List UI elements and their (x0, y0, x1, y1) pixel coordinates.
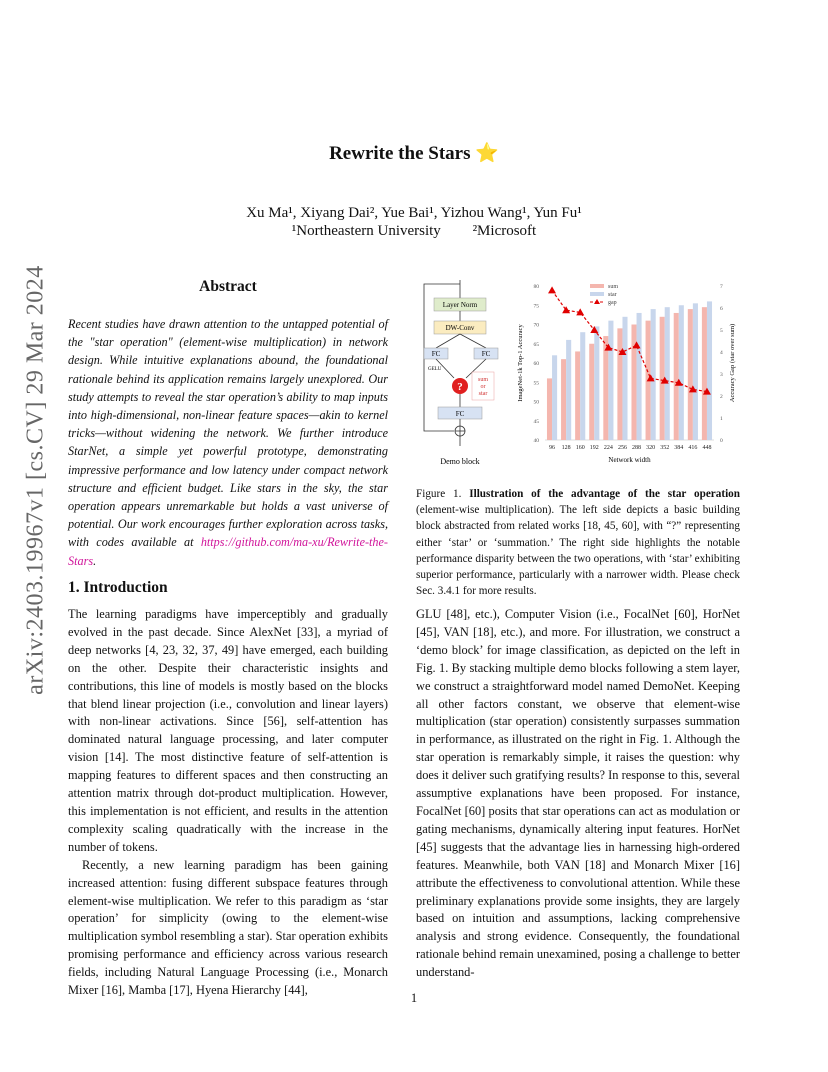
option-star: star (478, 391, 488, 397)
y2-axis-label: Accuracy Gap (star over sum) (729, 323, 736, 403)
y-axis-label: ImageNet-1k Top-1 Accuracy (517, 324, 524, 402)
right-column (416, 606, 740, 982)
demo-block-diagram (424, 280, 498, 466)
option-or: or (480, 384, 486, 390)
fc-right-label: FC (481, 350, 491, 358)
caption-bold: Illustration of the advantage of the star operation (469, 488, 740, 500)
abstract-text: Recent studies have drawn attention to the untapped potential of the "star operation" (element-wise multiplication) in network design. While intuitive explanations abound, the foundational rationale behind its application remains largely unexplored. Our study attempts to reveal the star operation’s ability to map inputs into high-dimensional, non-linear feature spaces—akin to kernel tricks—without widening the network. We further introduce StarNet, a simple yet powerful prototype, demonstrating impressive performance and low latency under compact network structure and efficient budget. Like stars in the sky, the star operation appears unremarkable but holds a vast universe of potential. Our work encourages further exploration across tasks, with codes available at (68, 317, 388, 550)
bar-sum (631, 325, 636, 441)
y2-tick-label: 7 (720, 284, 723, 290)
affiliations (0, 222, 828, 241)
layer-norm-label: Layer Norm (442, 301, 478, 309)
y-tick-label: 60 (533, 361, 539, 367)
affiliation-1: ¹Northeastern University (291, 223, 441, 239)
paper-title (0, 141, 828, 165)
bar-star (651, 309, 656, 440)
y2-tick-label: 5 (720, 328, 723, 334)
caption-label: Figure 1. (416, 488, 462, 500)
y-tick-label: 75 (533, 303, 539, 310)
arxiv-stamp (8, 265, 64, 695)
x-tick-label: 160 (575, 445, 585, 451)
star-emoji-icon: ⭐ (475, 143, 499, 164)
legend-label-sum: sum (608, 284, 619, 290)
intro-paragraph-1: The learning paradigms have imperceptibly and gradually evolved in the past decade. Since AlexNet [33], a myriad of deep networks [4, 23, 32, 37, 49] have emerged, each building on the other. Despite their characteristic insights and contributions, this line of models is mostly based on the blocks that blend linear projection (i.e., convolution and linear layers) with non-linear activations. Since [56], self-attention has dominated natural language processing, and later computer vision [14]. The most distinctive feature of self-attention is mapping features to different spaces and then constructing an attention matrix through dot-product multiplication. However, this implementation is not efficient, and results in the attention complexity scaling quadratically with the increase in the number of tokens. (68, 607, 388, 854)
dw-conv-label: DW-Conv (445, 324, 475, 332)
y2-tick-label: 2 (720, 394, 723, 400)
x-tick-label: 192 (589, 445, 599, 451)
bar-sum (589, 344, 594, 440)
abstract-heading: Abstract (199, 278, 257, 295)
y-tick-label: 80 (533, 284, 539, 290)
x-tick-label: 224 (603, 445, 613, 451)
fc-bottom-label: FC (455, 410, 465, 418)
section-heading-introduction: 1. Introduction (68, 579, 168, 596)
legend-label-star: star (608, 292, 617, 298)
bar-sum (688, 309, 693, 440)
x-tick-label: 352 (660, 445, 670, 451)
x-tick-label: 448 (702, 445, 712, 451)
y-tick-label: 70 (533, 322, 539, 329)
y2-tick-label: 3 (720, 372, 723, 378)
legend-marker-gap (594, 299, 600, 304)
page-number: 1 (410, 991, 418, 1005)
caption-text: (element-wise multiplication). The left side depicts a basic building block abstracted from related works [18, 45, 60], with “?” representing either ‘star’ or ‘summation.’ The right side highlights the notable performance disparity between the two operations, with ‘star’ exhibiting superior performance, particularly with a narrower width. Please check Sec. 3.4.1 for more results. (416, 504, 740, 598)
title-text: Rewrite the Stars (329, 143, 471, 164)
figure-1-svg (414, 276, 740, 476)
x-tick-label: 288 (632, 445, 642, 451)
x-tick-label: 416 (688, 445, 698, 451)
y2-tick-label: 6 (720, 306, 723, 312)
x-tick-label: 320 (646, 445, 656, 451)
intro-paragraph-2: Recently, a new learning paradigm has been gaining increased attention: fusing different subspace features through element-wise multiplication. We refer to this paradigm as ‘star operation’ for simplicity (owing to the element-wise multiplication symbol resembling a star). Star operation exhibits promising performance and efficiency across various research fields, including Natural Language Processing (i.e., Monarch Mixer [16], Mamba [17], Hyena Hierarchy [44], (68, 857, 388, 998)
bar-sum (547, 378, 552, 440)
abstract-end: . (93, 553, 97, 568)
bar-star (552, 355, 557, 440)
accuracy-chart (517, 284, 736, 464)
option-sum: sum (477, 377, 489, 383)
x-axis-label: Network width (608, 456, 651, 464)
bar-sum (617, 328, 622, 440)
bar-star (665, 307, 670, 440)
fc-left-label: FC (431, 350, 441, 358)
gelu-label: GELU (428, 367, 442, 372)
author-list: Xu Ma¹, Xiyang Dai², Yue Bai¹, Yizhou Wang¹, Yun Fu¹ (246, 205, 582, 221)
bar-star (707, 301, 712, 440)
x-tick-label: 384 (674, 445, 684, 451)
x-tick-label: 128 (561, 445, 571, 451)
bar-sum (561, 359, 566, 440)
arxiv-stamp-text: arXiv:2403.19967v1 [cs.CV] 29 Mar 2024 (22, 265, 49, 695)
bar-star (594, 326, 599, 440)
y2-tick-label: 0 (720, 438, 723, 444)
legend-swatch-star (590, 292, 604, 296)
operation-question-mark: ? (457, 381, 463, 393)
gap-marker (548, 286, 556, 293)
bar-sum (702, 307, 707, 440)
bar-sum (674, 313, 679, 440)
bar-star (679, 305, 684, 440)
abstract-body (68, 315, 388, 570)
bar-sum (575, 351, 580, 440)
left-column (68, 606, 388, 1000)
bar-star (608, 321, 613, 440)
figure-caption (416, 486, 740, 599)
figure-1 (414, 276, 740, 476)
intro-paragraph-3: GLU [48], etc.), Computer Vision (i.e., FocalNet [60], HorNet [45], VAN [18], etc.), and more. For illustration, we construct a ‘demo block’ for image classification, as depicted on the left in Fig. 1. By stacking multiple demo blocks following a stem layer, we construct a straightforward model named DemoNet. Keeping all other factors constant, we observe that element-wise multiplication (star operation) consistently surpasses summation in performance, as illustrated on the right in Fig. 1. Although the star operation is remarkably simple, it raises the question: why does it deliver such gratifying results? In response to this, several assumptive explanations have been proposed. For instance, FocalNet [60] posits that star operations can act as modulation or gating mechanisms, dynamically altering input features. HorNet [45] suggests that the advantage lies in harnessing high-ordered features. Meanwhile, both VAN [18] and Monarch Mixer [16] attribute the effectiveness to convolutional attention. While these preliminary explanations provide some insights, they are largely based on intuition and assumptions, lacking comprehensive analysis and strong evidence. Consequently, the foundational rationale behind remain unexamined, posing a challenge to better understand- (416, 607, 740, 980)
bar-star (637, 313, 642, 440)
bar-star (580, 332, 585, 440)
demo-block-caption: Demo block (440, 457, 480, 466)
y-tick-label: 55 (533, 380, 539, 387)
y2-tick-label: 1 (720, 416, 723, 422)
x-tick-label: 256 (617, 445, 627, 451)
bar-star (622, 317, 627, 440)
y-tick-label: 45 (533, 418, 539, 425)
bar-star (566, 340, 571, 440)
legend-swatch-sum (590, 284, 604, 288)
bar-star (693, 303, 698, 440)
y-tick-label: 65 (533, 341, 539, 348)
affiliation-2: ²Microsoft (472, 223, 537, 239)
code-link[interactable]: https://github.com/ma-xu/Rewrite-the-Stars (68, 535, 388, 568)
x-tick-label: 96 (549, 445, 556, 451)
y-tick-label: 40 (533, 438, 539, 444)
bar-sum (603, 336, 608, 440)
legend-label-gap: gap (608, 300, 617, 306)
y-tick-label: 50 (533, 399, 539, 406)
y2-tick-label: 4 (720, 350, 723, 356)
